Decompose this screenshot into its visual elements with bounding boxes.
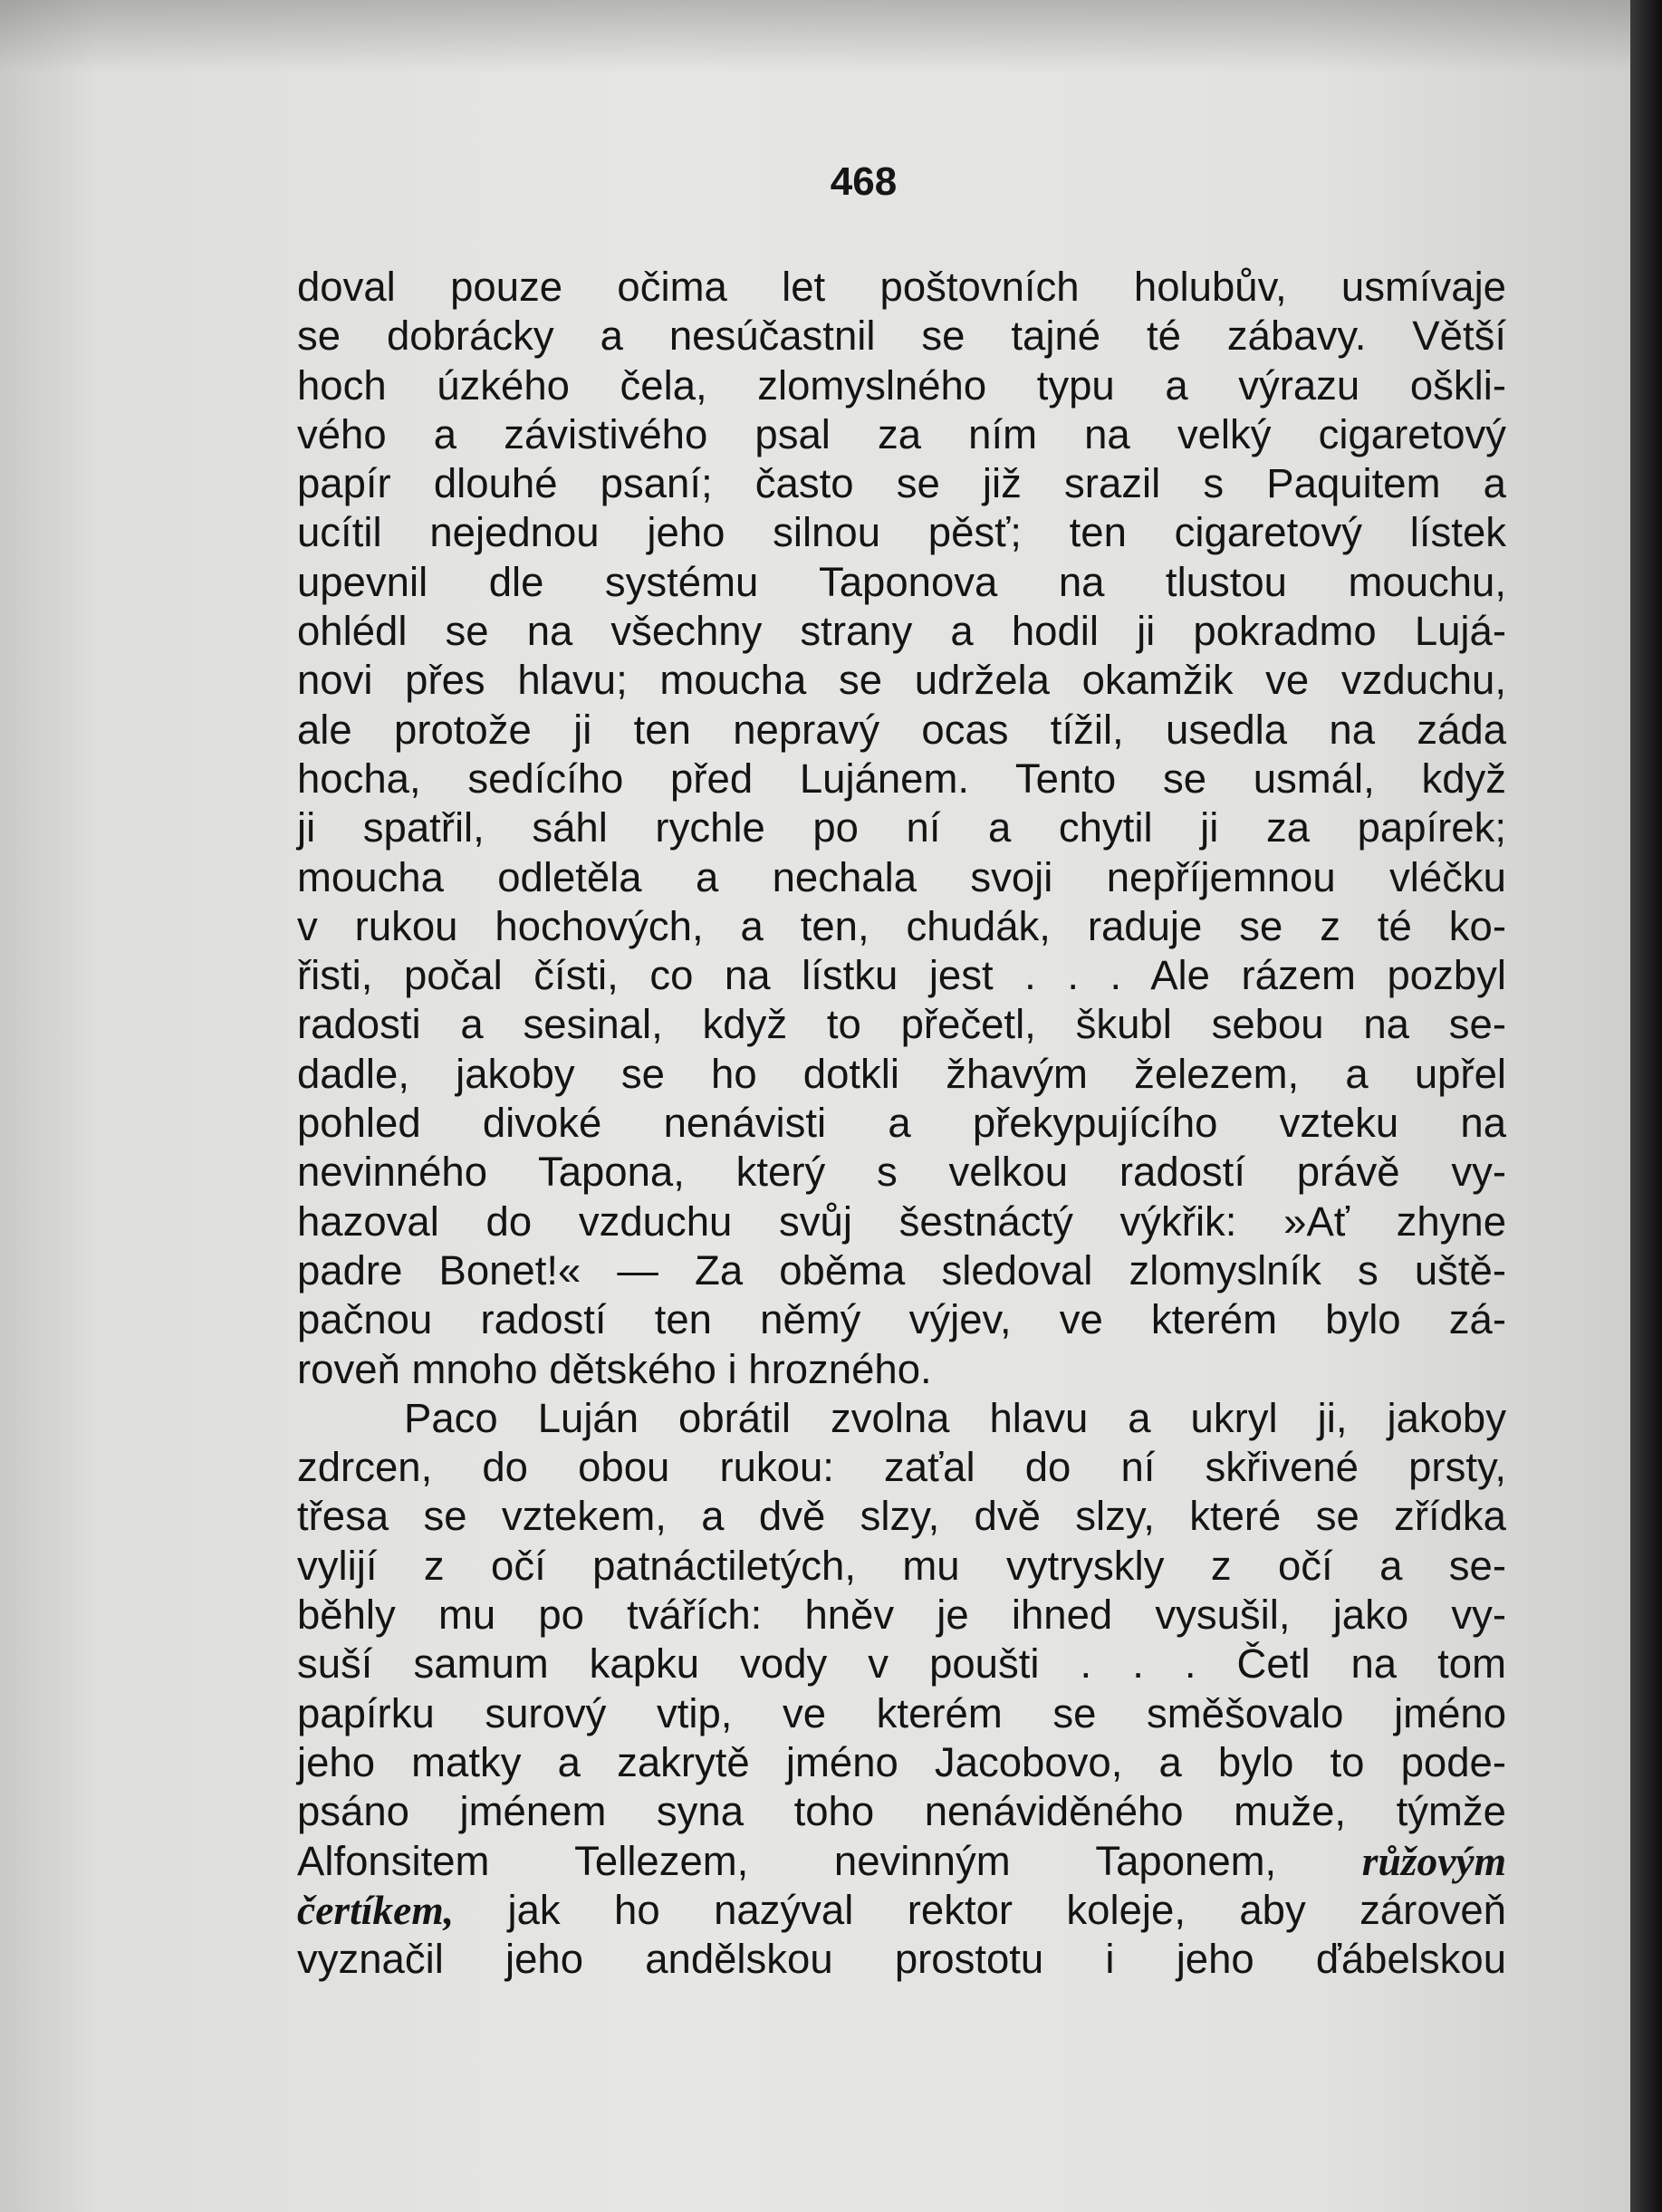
text-line: ohlédl se na všechny strany a hodil ji pokradmo Lujá- bbox=[297, 608, 1506, 655]
text-line: nevinného Tapona, který s velkou radostí právě vy- bbox=[297, 1149, 1506, 1196]
text-line: zdrcen, do obou rukou: zaťal do ní skřivené prsty, bbox=[297, 1444, 1506, 1491]
text-line: doval pouze očima let poštovních holubův, usmívaje bbox=[297, 264, 1506, 310]
text-line: hazoval do vzduchu svůj šestnáctý výkřik: »Ať zhyne bbox=[297, 1197, 1506, 1245]
text-line: papír dlouhé psaní; často se již srazil s Paquitem a bbox=[297, 460, 1506, 507]
text-line: ji spatřil, sáhl rychle po ní a chytil ji za papírek; bbox=[297, 804, 1506, 851]
text-line: pohled divoké nenávisti a překypujícího vzteku na bbox=[297, 1100, 1506, 1147]
text-line: suší samum kapku vody v poušti . . . Četl na tom bbox=[297, 1640, 1506, 1688]
text-fragment: Alfonsitem Tellezem, nevinným Taponem, bbox=[297, 1837, 1277, 1884]
text-line: v rukou hochových, a ten, chudák, raduje se z té ko- bbox=[297, 902, 1506, 949]
page-number: 468 bbox=[830, 159, 898, 204]
text-line: hocha, sedícího před Lujánem. Tento se usmál, když bbox=[297, 755, 1506, 802]
text-line: vyznačil jeho andělskou prostotu i jeho ďábelskou bbox=[297, 1936, 1506, 1983]
text-line: pačnou radostí ten němý výjev, ve kterém bylo zá- bbox=[297, 1296, 1506, 1343]
text-line: upevnil dle systému Taponova na tlustou mouchu, bbox=[297, 558, 1506, 605]
text-line: dadle, jakoby se ho dotkli žhavým železem, a upřel bbox=[297, 1050, 1506, 1097]
italic-text: čertíkem, bbox=[297, 1886, 455, 1933]
text-line: hoch úzkého čela, zlomyslného typu a výrazu oškli- bbox=[297, 361, 1506, 409]
text-line: běhly mu po tvářích: hněv je ihned vysušil, jako vy- bbox=[297, 1592, 1506, 1639]
italic-text: růžovým bbox=[1361, 1837, 1506, 1884]
text-line: vylijí z očí patnáctiletých, mu vytryskly z očí a se- bbox=[297, 1542, 1506, 1589]
text-line: ucítil nejednou jeho silnou pěsť; ten cigaretový lístek bbox=[297, 509, 1506, 556]
text-line: radosti a sesinal, když to přečetl, škubl sebou na se- bbox=[297, 1001, 1506, 1048]
body-text bbox=[297, 263, 1506, 1984]
text-line: Paco Luján obrátil zvolna hlavu a ukryl ji, jakoby bbox=[404, 1394, 1506, 1441]
text-line: ale protože ji ten nepravý ocas tížil, usedla na záda bbox=[297, 706, 1506, 753]
text-line: třesa se vztekem, a dvě slzy, dvě slzy, které se zřídka bbox=[297, 1493, 1506, 1540]
text-line: padre Bonet!« — Za oběma sledoval zlomyslník s uště- bbox=[297, 1246, 1506, 1294]
text-line: papírku surový vtip, ve kterém se směšovalo jméno bbox=[297, 1689, 1506, 1736]
text-line: se dobrácky a nesúčastnil se tajné té zábavy. Větší bbox=[297, 313, 1506, 360]
text-line: roveň mnoho dětského i hrozného. bbox=[297, 1345, 932, 1392]
text-line: moucha odletěla a nechala svoji nepříjemnou vléčku bbox=[297, 853, 1506, 900]
text-line: řisti, počal čísti, co na lístku jest . . . Ale rázem pozbyl bbox=[297, 952, 1506, 999]
text-line bbox=[297, 1886, 1506, 1935]
page-shadow bbox=[0, 0, 1630, 72]
text-line: vého a závistivého psal za ním na velký cigaretový bbox=[297, 410, 1506, 457]
text-line bbox=[297, 1837, 1506, 1886]
text-line: novi přes hlavu; moucha se udržela okamžik ve vzduchu, bbox=[297, 657, 1506, 704]
text-fragment: jak ho nazýval rektor koleje, aby zároveň bbox=[507, 1886, 1506, 1933]
text-line: psáno jménem syna toho nenáviděného muže, týmže bbox=[297, 1788, 1506, 1835]
book-binding-edge bbox=[1630, 0, 1662, 2212]
text-line: jeho matky a zakrytě jméno Jacobovo, a bylo to pode- bbox=[297, 1738, 1506, 1785]
